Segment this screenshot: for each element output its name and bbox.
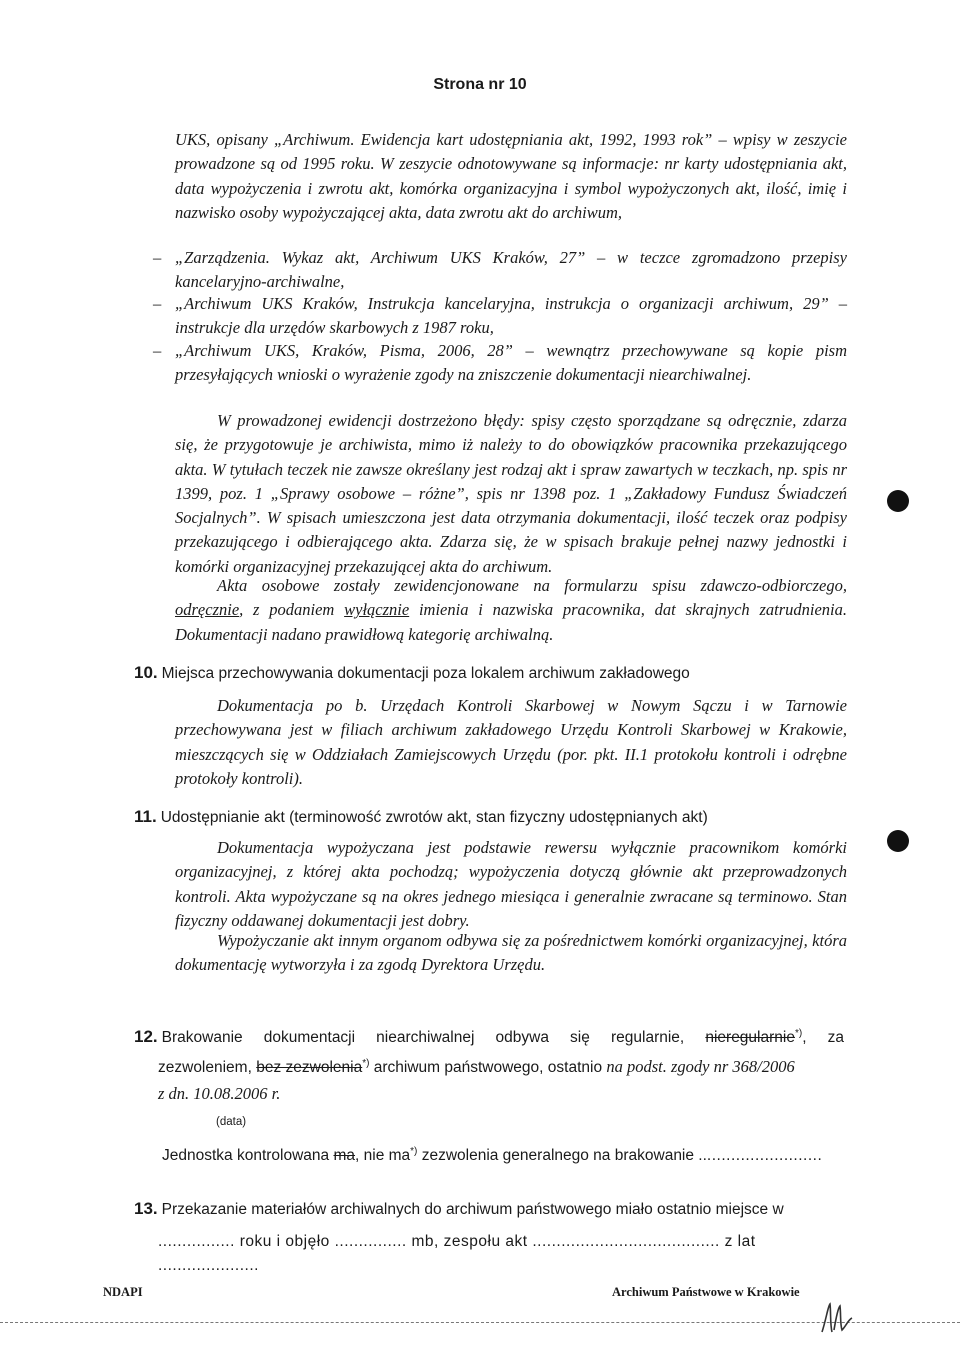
- dash-marker: –: [153, 341, 162, 360]
- list-item-text: „Zarządzenia. Wykaz akt, Archiwum UKS Kraków, 27” – w teczce zgromadzono przepisy kancelaryjno-archiwalne,: [175, 248, 847, 292]
- signature-mark: [818, 1300, 858, 1336]
- footer-code: NDAPI: [103, 1285, 143, 1299]
- section-12-line-1: [134, 1022, 844, 1050]
- list-item: [153, 292, 847, 341]
- section-11-paragraph-2: Wypożyczanie akt innym organom odbywa się za pośrednictwem komórki organizacyjnej, która dokumentację wytworzyła i za zgodą Dyrektora Urzędu.: [175, 931, 847, 975]
- text-run: , z podaniem: [239, 600, 345, 620]
- section-number: 11.: [134, 807, 157, 826]
- struck-text: bez zezwolenia: [256, 1059, 363, 1077]
- punch-hole: [887, 490, 909, 512]
- section-13-line-1: [134, 1197, 844, 1222]
- errors-paragraph: W prowadzonej ewidencji dostrzeżono błędy: spisy często sporządzane są odręcznie, zdarza się, że przygotowuje je archiwista, mimo iż należy to do obowiązków pracownika przekazującego akta. W tytułach teczek nie zawsze określany jest rodzaj akt i spraw zawartych w teczkach, np. spis nr 1399, poz. 1 „Sprawy osobowe – różne”, spis nr 1398 poz. 1 „Zakładowy Fundusz Świadczeń Socjalnych”. W spisach umieszczona jest data otrzymania dokumentacji, ilość teczek oraz podpisy przekazującego i odbierającego akta. Zdarza się, że w spisach brakuje pełnej nazwy jednostki i komórki organizacyjnej przekazującej akta do archiwum.: [175, 411, 847, 576]
- underlined-text: wyłącznie: [344, 600, 410, 620]
- list-item: [153, 339, 847, 388]
- footnote-marker: *): [410, 1146, 418, 1157]
- text-run: Przekazanie materiałów archiwalnych do archiwum państwowego miało ostatnio miejsce w: [161, 1201, 784, 1218]
- list-item-text: „Archiwum UKS Kraków, Instrukcja kancelaryjna, instrukcja o organizacji archiwum, 29” – instrukcje dla urzędów skarbowych z 1987 roku,: [175, 294, 847, 338]
- text-run: imienia i nazwiska pracownika, dat skrajnych zatrudnienia. Dokumentacji nadano prawidłową kategorię archiwalną.: [175, 600, 848, 644]
- fill-in-line: ........................: [706, 1147, 823, 1165]
- date-caption: (data): [216, 1116, 247, 1128]
- approval-reference: na podst. zgody nr 368/2006: [606, 1057, 795, 1077]
- section-11-heading: [134, 806, 708, 829]
- text-run: Akta osobowe zostały zewidencjonowane na formularzu spisu zdawczo-odbiorczego,: [217, 576, 847, 595]
- section-12-line-2: [158, 1052, 848, 1080]
- underlined-text: odręcznie: [175, 600, 240, 620]
- text-run: Brakowanie dokumentacji niearchiwalnej odbywa się regularnie,: [161, 1029, 706, 1047]
- section-12-line-4: [162, 1140, 852, 1168]
- section-number: 10.: [134, 663, 158, 682]
- section-13-line-2: ................ roku i objęło ............... mb, zespołu akt ....................................... z lat .....................: [158, 1233, 756, 1274]
- approval-date: z dn. 10.08.2006 r.: [158, 1084, 281, 1103]
- text-run: Jednostka kontrolowana: [162, 1147, 334, 1165]
- page-number: Strona nr 10: [433, 76, 527, 93]
- section-10-heading: [134, 662, 690, 685]
- struck-text: nieregularnie: [705, 1029, 795, 1047]
- footnote-marker: *): [362, 1058, 370, 1069]
- text-run: archiwum państwowego, ostatnio: [369, 1059, 607, 1077]
- list-item-text: „Archiwum UKS, Kraków, Pisma, 2006, 28” – wewnątrz przechowywane są kopie pism przesyłających wnioski o wyrażenie zgody na zniszczenie dokumentacji niearchiwalnej.: [175, 341, 847, 385]
- footer-institution: Archiwum Państwowe w Krakowie: [612, 1285, 800, 1299]
- section-number: 13.: [134, 1199, 158, 1218]
- text-run: zezwoleniem,: [158, 1059, 257, 1077]
- section-11-paragraph-1: Dokumentacja wypożyczana jest podstawie rewersu wyłącznie pracownikom komórki organizacyjnej, z której akta pochodzą; wypożyczenia dotyczą głównie akt przeprowadzonych kontroli. Akta wypożyczane są na okres jednego miesiąca i generalnie zwracane są terminowo. Stan fizyczny oddawanej dokumentacji jest dobry.: [175, 838, 847, 930]
- struck-text: ma: [333, 1147, 356, 1165]
- personnel-files-paragraph: [175, 574, 847, 647]
- initials-signature: [818, 1300, 858, 1342]
- text-run: , nie ma: [355, 1147, 411, 1165]
- dash-marker: –: [153, 248, 162, 267]
- section-title: Udostępnianie akt (terminowość zwrotów akt, stan fizyczny udostępnianych akt): [160, 809, 708, 826]
- section-title: Miejsca przechowywania dokumentacji poza lokalem archiwum zakładowego: [161, 665, 690, 682]
- list-item: [153, 246, 847, 295]
- footnote-marker: *): [794, 1028, 803, 1039]
- section-10-text: Dokumentacja po b. Urzędach Kontroli Skarbowej w Nowym Sączu i w Tarnowie przechowywana jest w filiach archiwum zakładowego Urzędu Kontroli Skarbowej w Krakowie, mieszczących się w Oddziałach Zamiejscowych Urzędu (por. pkt. II.1 protokołu kontroli i odrębne protokoły kontroli).: [175, 696, 847, 788]
- text-run: zezwolenia generalnego na brakowanie ..: [417, 1147, 707, 1165]
- intro-paragraph: UKS, opisany „Archiwum. Ewidencja kart udostępniania akt, 1992, 1993 rok” – wpisy w zeszycie prowadzone są od 1995 roku. W zeszycie odnotowywane są informacje: nr karty udostępniania akt, data wypożyczenia i zwrotu akt, komórka organizacyjna i symbol wypożyczonych akt, ilość, imię i nazwisko osoby wypożyczającej akta, data zwrotu akt do archiwum,: [175, 130, 847, 222]
- punch-hole: [887, 830, 909, 852]
- dash-marker: –: [153, 294, 162, 313]
- section-number: 12.: [134, 1027, 158, 1047]
- text-run: , za: [802, 1029, 844, 1047]
- footer-divider: [0, 1322, 960, 1323]
